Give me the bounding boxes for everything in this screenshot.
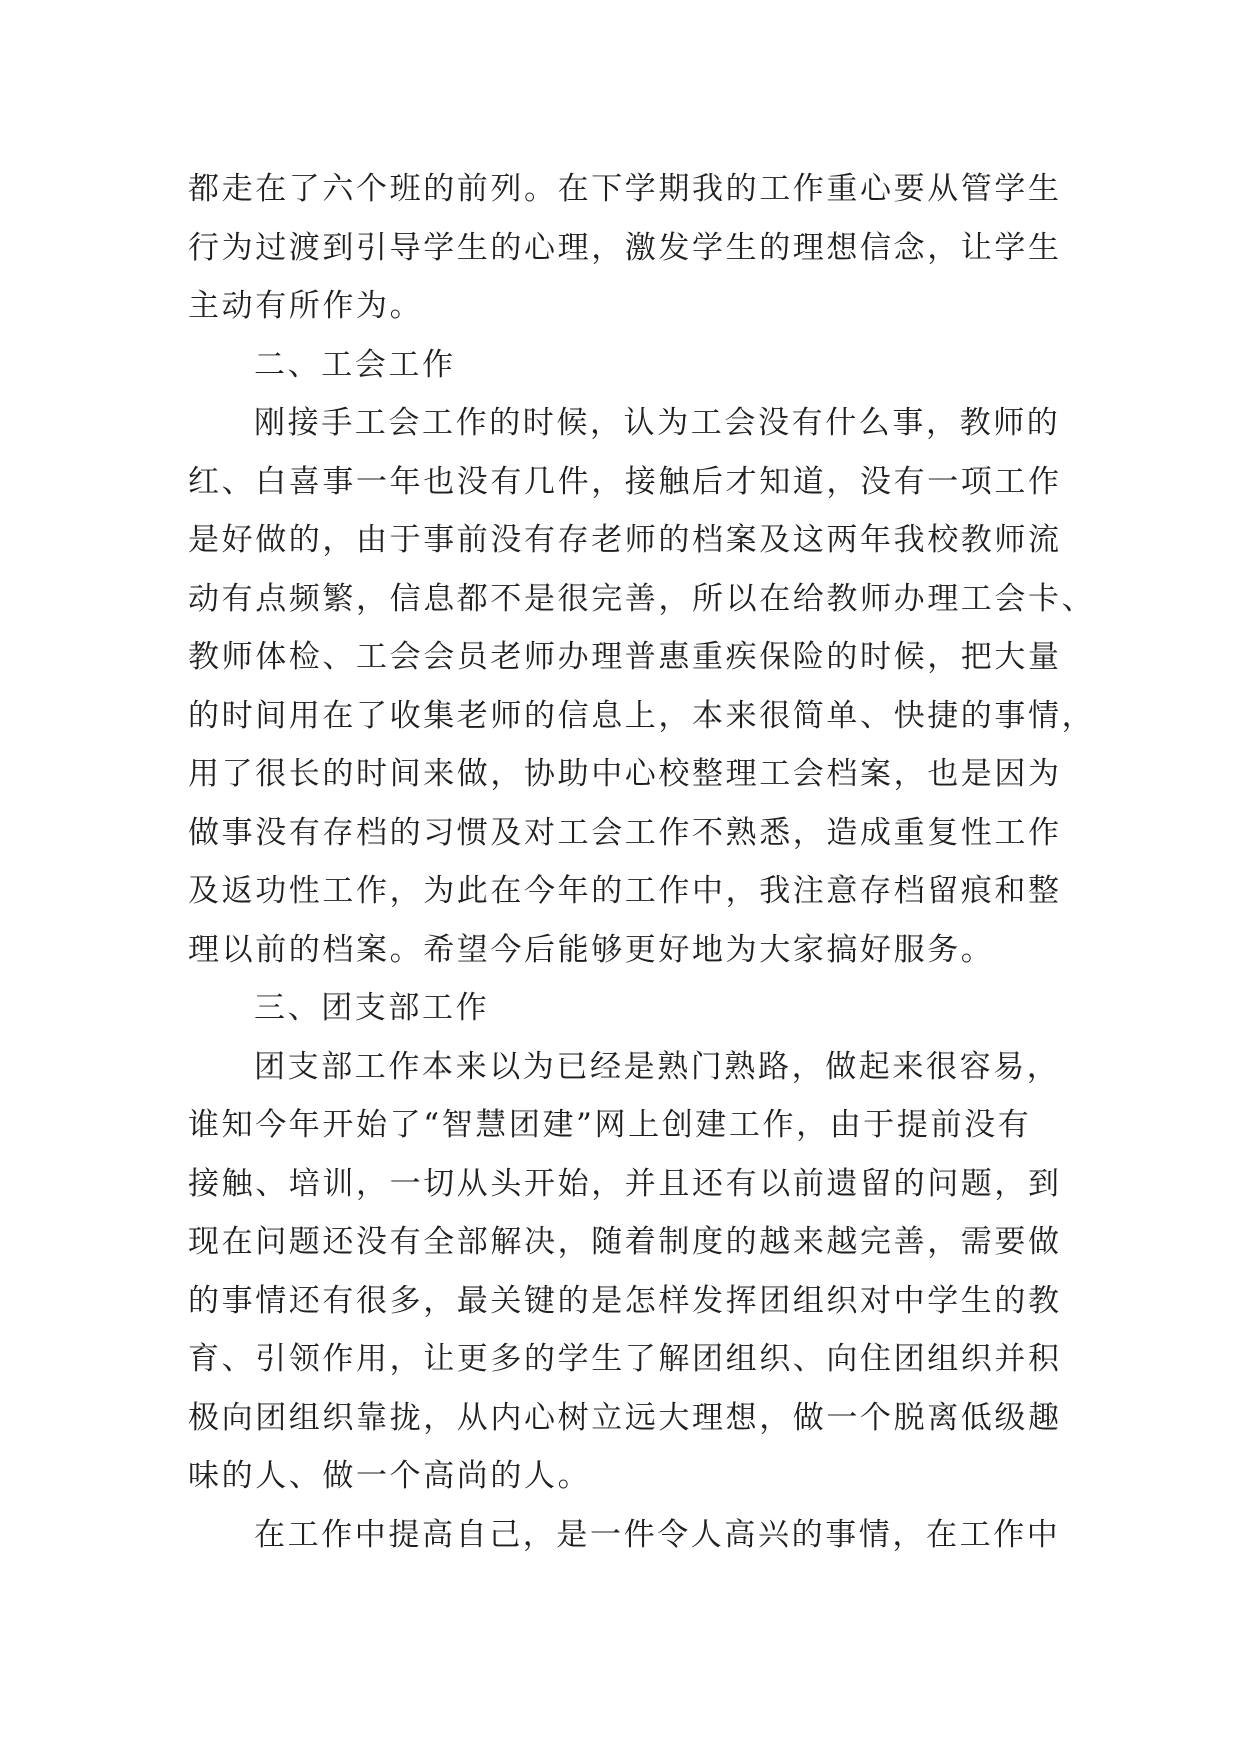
text-line: 接触、培训，一切从头开始，并且还有以前遗留的问题，到 (188, 1165, 1062, 1202)
text-line: 团支部工作本来以为已经是熟门熟路，做起来很容易， (254, 1048, 1061, 1085)
text-line: 的时间用在了收集老师的信息上，本来很简单、快捷的事情， (188, 697, 1096, 734)
text-line: 红、白喜事一年也没有几件，接触后才知道，没有一项工作 (188, 463, 1062, 500)
text-line: 主动有所作为。 (188, 288, 424, 324)
text-line: 育、引领作用，让更多的学生了解团组织、向住团组织并积 (188, 1341, 1062, 1377)
text-line: 极向团组织靠拢，从内心树立远大理想，做一个脱离低级趣 (188, 1399, 1062, 1436)
document-body (188, 160, 1096, 1564)
text-line: 都走在了六个班的前列。在下学期我的工作重心要从管学生 (188, 171, 1062, 207)
text-line: 教师体检、工会会员老师办理普惠重疾保险的时候，把大量 (188, 639, 1062, 675)
text-line: 现在问题还没有全部解决，随着制度的越来越完善，需要做 (188, 1224, 1062, 1260)
text-line: 理以前的档案。希望今后能够更好地为大家搞好服务。 (188, 931, 995, 968)
text-line: 行为过渡到引导学生的心理，激发学生的理想信念，让学生 (188, 229, 1062, 266)
text-line: 二、工会工作 (254, 346, 456, 383)
text-line: 刚接手工会工作的时候，认为工会没有什么事，教师的 (254, 405, 1061, 441)
text-line: 在工作中提高自己，是一件令人高兴的事情，在工作中 (254, 1516, 1061, 1553)
text-line: 谁知今年开始了“智慧团建”网上创建工作，由于提前没有 (188, 1107, 1032, 1143)
text-line: 的事情还有很多，最关键的是怎样发挥团组织对中学生的教 (188, 1282, 1062, 1319)
text-line: 味的人、做一个高尚的人。 (188, 1458, 592, 1494)
text-line: 做事没有存档的习惯及对工会工作不熟悉，造成重复性工作 (188, 814, 1062, 851)
text-line: 用了很长的时间来做，协助中心校整理工会档案，也是因为 (188, 756, 1062, 792)
text-line: 动有点频繁，信息都不是很完善，所以在给教师办理工会卡、 (188, 580, 1096, 617)
text-line: 及返功性工作，为此在今年的工作中，我注意存档留痕和整 (188, 873, 1062, 909)
text-line: 是好做的，由于事前没有存老师的档案及这两年我校教师流 (188, 522, 1062, 558)
text-line: 三、团支部工作 (254, 990, 490, 1026)
